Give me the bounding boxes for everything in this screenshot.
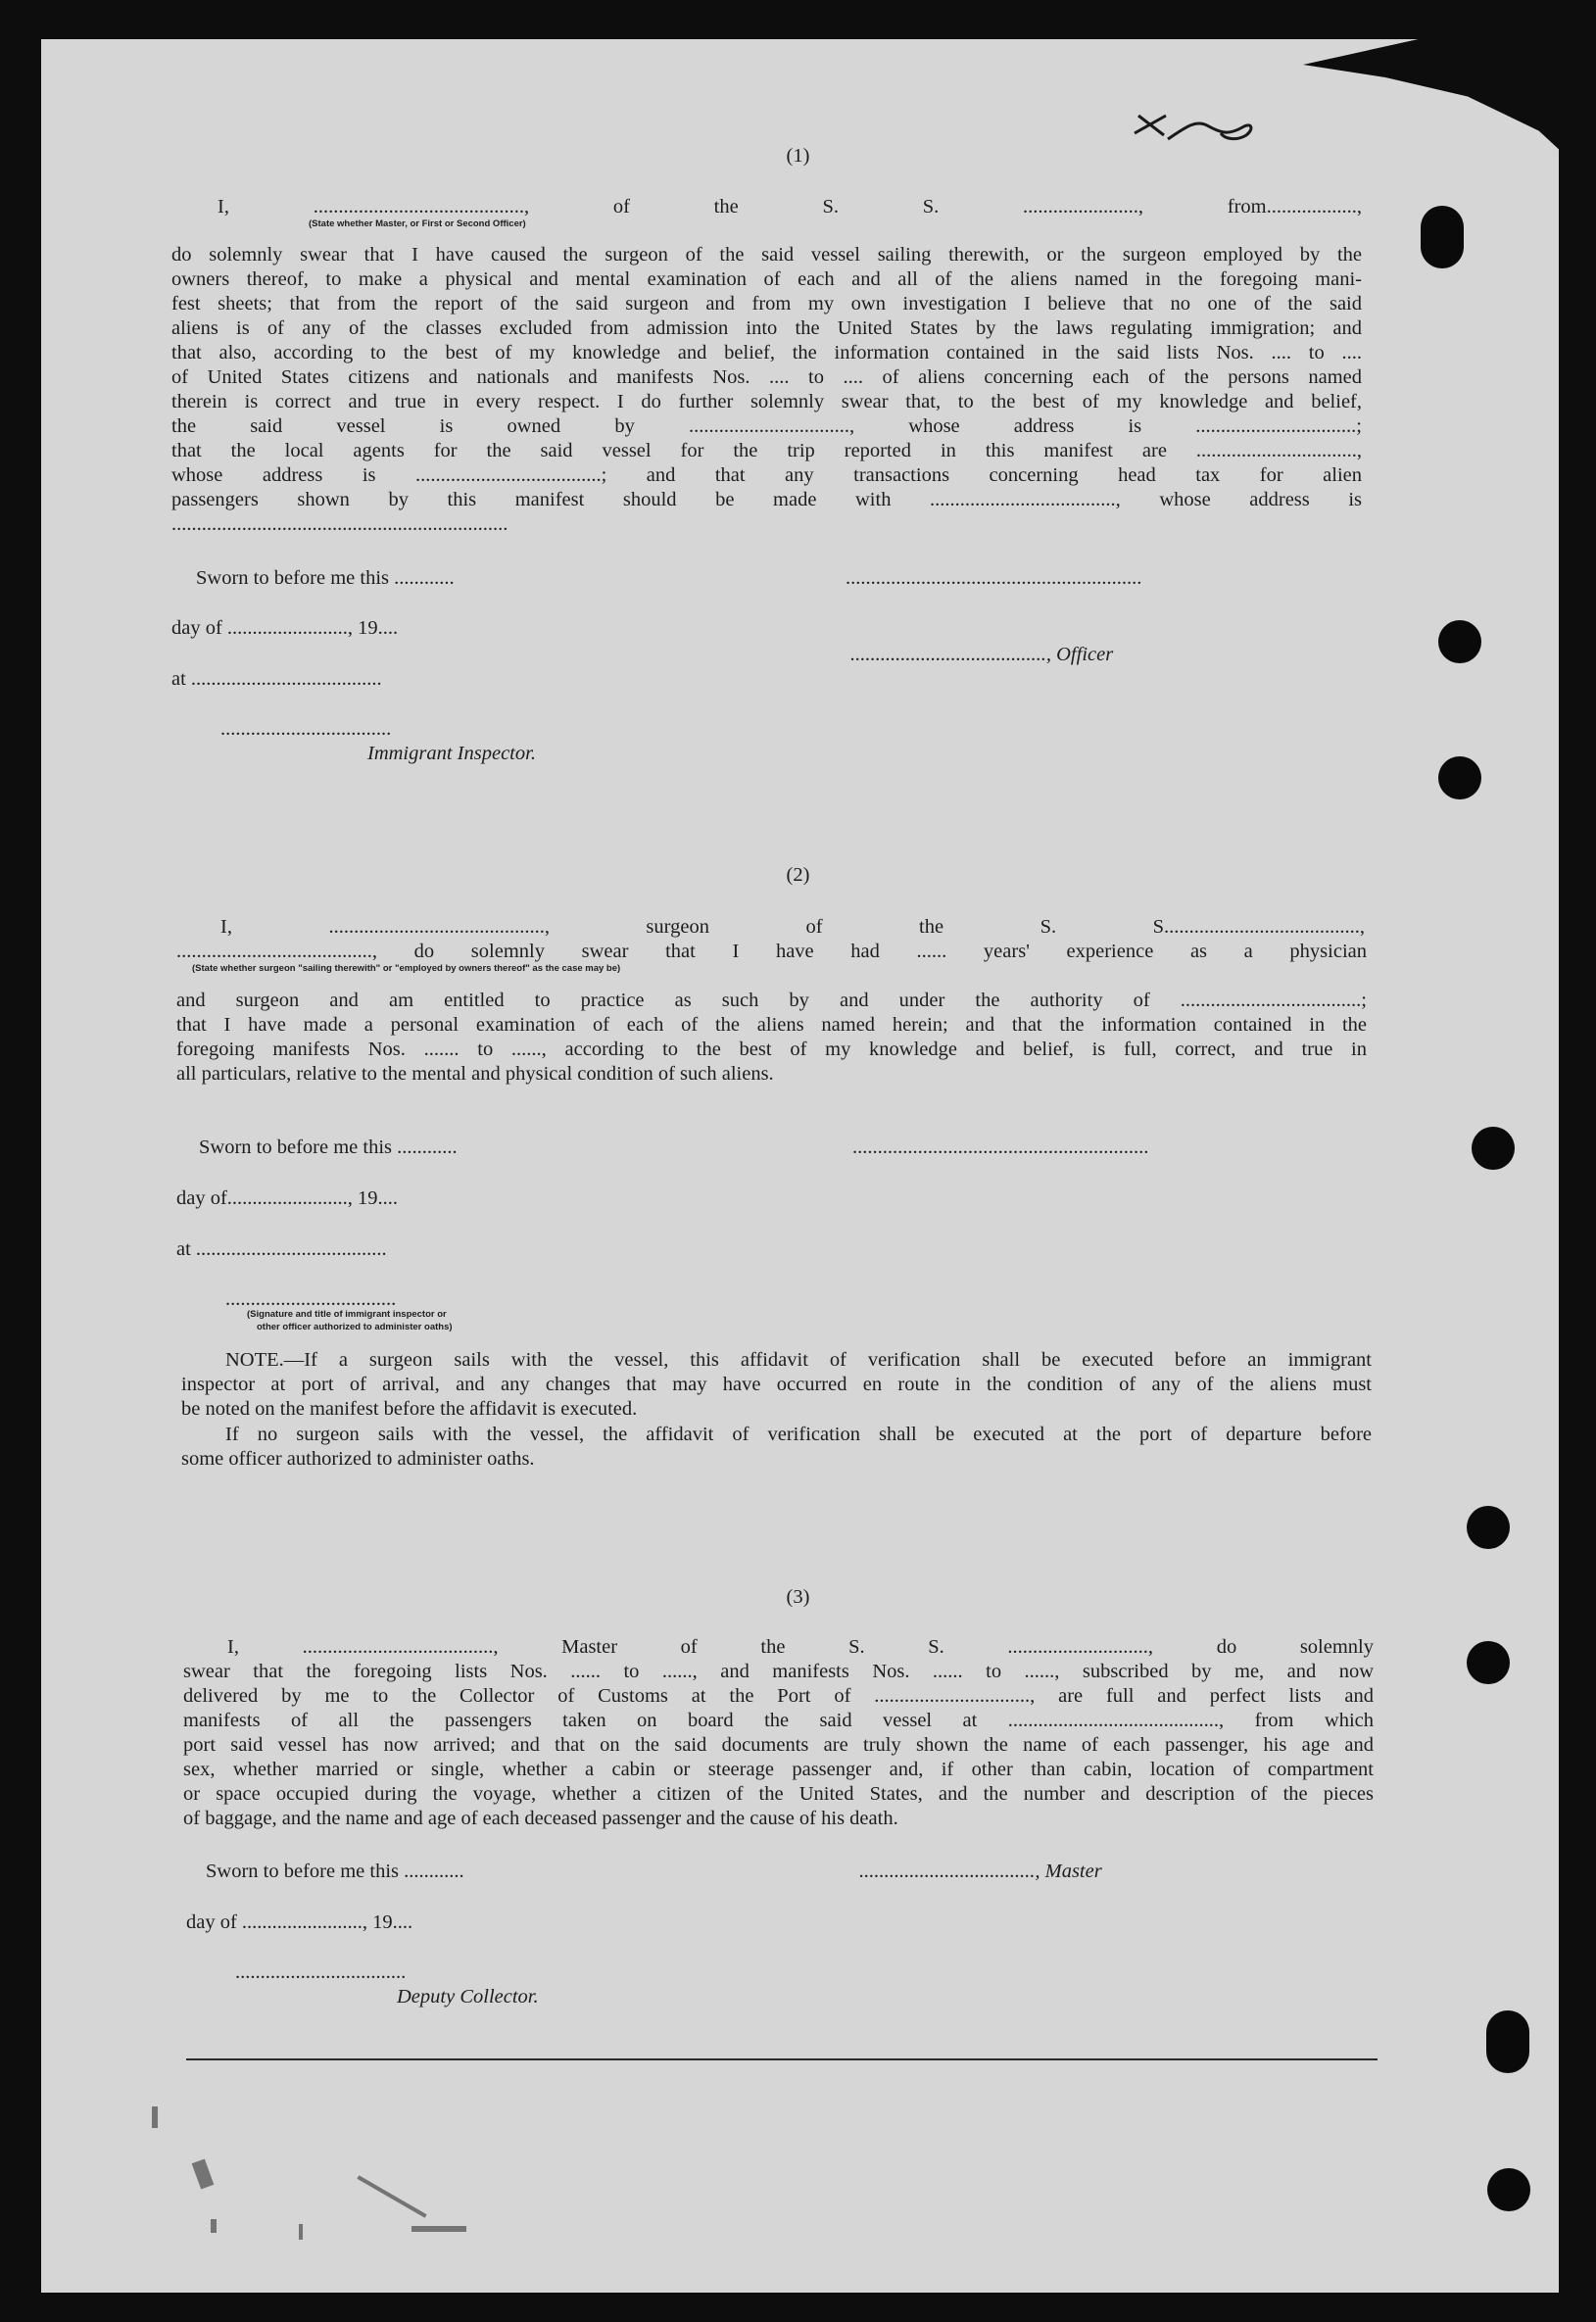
handwritten-mark-overlay (1122, 106, 1279, 155)
section2-line2: ......................................., do solemnly swear that I have had ...... years' experience as a physician (176, 941, 1367, 962)
section1-at: at ...................................... (171, 668, 382, 690)
section1-body-line: therein is correct and true in every respect. I do further solemnly swear that, to the best of my knowledge and belief, (171, 391, 1362, 412)
punch-hole (1467, 1506, 1510, 1549)
section1-body-line: fest sheets; that from the report of the said surgeon and from my own investigation I believe that no one of the said (171, 293, 1362, 314)
section3-body-line: delivered by me to the Collector of Customs at the Port of ..............................., are full and perfect lists and (183, 1685, 1374, 1707)
section2-body-line: all particulars, relative to the mental and physical condition of such aliens. (176, 1063, 774, 1085)
punch-hole (1438, 620, 1481, 663)
punch-hole (1472, 1127, 1515, 1170)
section3-body-line: or space occupied during the voyage, whether a citizen of the United States, and the number and description of the pieces (183, 1783, 1374, 1805)
section2-caption2: (Signature and title of immigrant inspector or (247, 1309, 447, 1320)
section3-body-line: port said vessel has now arrived; and that on the said documents are truly shown the name of each passenger, his age and (183, 1734, 1374, 1756)
section2-caption2: other officer authorized to administer oaths) (257, 1322, 453, 1332)
punch-hole (1421, 206, 1464, 268)
section1-heading: (1) (786, 145, 810, 167)
section2-at: at ...................................... (176, 1238, 387, 1260)
section3-day: day of ........................, 19.... (186, 1911, 413, 1933)
section2-day: day of........................, 19.... (176, 1187, 399, 1209)
section2-sworn: Sworn to before me this ............ (199, 1137, 458, 1158)
bottom-rule (186, 2058, 1378, 2060)
section1-body-line: whose address is .....................................; and that any transactions concerning head tax for alien (171, 464, 1362, 486)
section1-sworn: Sworn to before me this ............ (196, 567, 455, 589)
section1-body-line: of United States citizens and nationals and manifests Nos. .... to .... of aliens concerning each of the persons named (171, 366, 1362, 388)
section2-caption: (State whether surgeon "sailing therewith" or "employed by owners thereof" as the case may be) (192, 963, 621, 974)
section1-officer-line: ......................................., Officer (850, 644, 1114, 665)
note-line: NOTE.—If a surgeon sails with the vessel, this affidavit of verification shall be executed before an immigrant (225, 1349, 1372, 1371)
section3-body-line: swear that the foregoing lists Nos. ...... to ......, and manifests Nos. ...... to ......, subscribed by me, and now (183, 1661, 1374, 1682)
section3-body-line: manifests of all the passengers taken on board the said vessel at .........................................., from which (183, 1710, 1374, 1731)
section2-inspector-dots: .................................. (225, 1288, 397, 1310)
section1-caption: (State whether Master, or First or Second Officer) (309, 218, 526, 229)
section3-collector-dots: .................................. (235, 1961, 407, 1983)
section1-signature-line: ........................................................... (846, 567, 1142, 589)
section1-line1: I, .........................................., of the S. S. ......................., from.................., (218, 196, 1362, 218)
punch-hole (1487, 2168, 1530, 2211)
section1-day: day of ........................, 19.... (171, 617, 399, 639)
ink-smudge (299, 2224, 303, 2240)
section2-heading: (2) (786, 864, 810, 886)
section1-body-line: owners thereof, to make a physical and mental examination of each and all of the aliens named in the foregoing mani- (171, 268, 1362, 290)
ink-smudge (152, 2106, 158, 2128)
section2-line1: I, ..........................................., surgeon of the S. S......................................., (220, 916, 1365, 938)
section1-body-line: ................................................................... (171, 513, 508, 535)
section2-signature-line: ........................................................... (852, 1137, 1149, 1158)
section3-collector-title: Deputy Collector. (397, 1986, 539, 2008)
note-line: inspector at port of arrival, and any changes that may have occurred en route in the condition of any of the aliens must (181, 1374, 1372, 1395)
section3-sworn: Sworn to before me this ............ (206, 1861, 464, 1882)
section2-body-line: and surgeon and am entitled to practice as such by and under the authority of ....................................; (176, 990, 1367, 1011)
section2-body-line: that I have made a personal examination of each of the aliens named herein; and that the information contained in the (176, 1014, 1367, 1036)
section1-body-line: that also, according to the best of my knowledge and belief, the information contained in the said lists Nos. .... to .... (171, 342, 1362, 363)
section1-inspector-dots: .................................. (220, 718, 392, 740)
section1-body-line: the said vessel is owned by ................................, whose address is ................................; (171, 415, 1362, 437)
section1-body-line: aliens is of any of the classes excluded from admission into the United States by the laws regulating immigration; and (171, 317, 1362, 339)
ink-smudge (411, 2226, 466, 2232)
section1-body-line: do solemnly swear that I have caused the surgeon of the said vessel sailing therewith, or the surgeon employed by the (171, 244, 1362, 266)
section1-inspector-title: Immigrant Inspector. (367, 743, 536, 764)
section3-body-line: I, ......................................, Master of the S. S. ............................, do solemnly (227, 1636, 1374, 1658)
punch-hole (1486, 2010, 1529, 2073)
section3-body-line: of baggage, and the name and age of each deceased passenger and the cause of his death. (183, 1808, 898, 1829)
section3-master-line: ..................................., Master (859, 1861, 1102, 1882)
section2-body-line: foregoing manifests Nos. ....... to ......, according to the best of my knowledge and belief, is full, correct, and true in (176, 1039, 1367, 1060)
section1-body-line: that the local agents for the said vessel for the trip reported in this manifest are ................................, (171, 440, 1362, 461)
note-line: some officer authorized to administer oaths. (181, 1448, 535, 1470)
note-line: If no surgeon sails with the vessel, the affidavit of verification shall be executed at the port of departure before (225, 1424, 1372, 1445)
punch-hole (1467, 1641, 1510, 1684)
note-line: be noted on the manifest before the affidavit is executed. (181, 1398, 638, 1420)
section1-body-line: passengers shown by this manifest should be made with ....................................., whose address is (171, 489, 1362, 510)
ink-smudge (211, 2219, 217, 2233)
section3-body-line: sex, whether married or single, whether a cabin or steerage passenger and, if other than cabin, location of compartment (183, 1759, 1374, 1780)
punch-hole (1438, 756, 1481, 799)
section3-heading: (3) (786, 1586, 810, 1608)
